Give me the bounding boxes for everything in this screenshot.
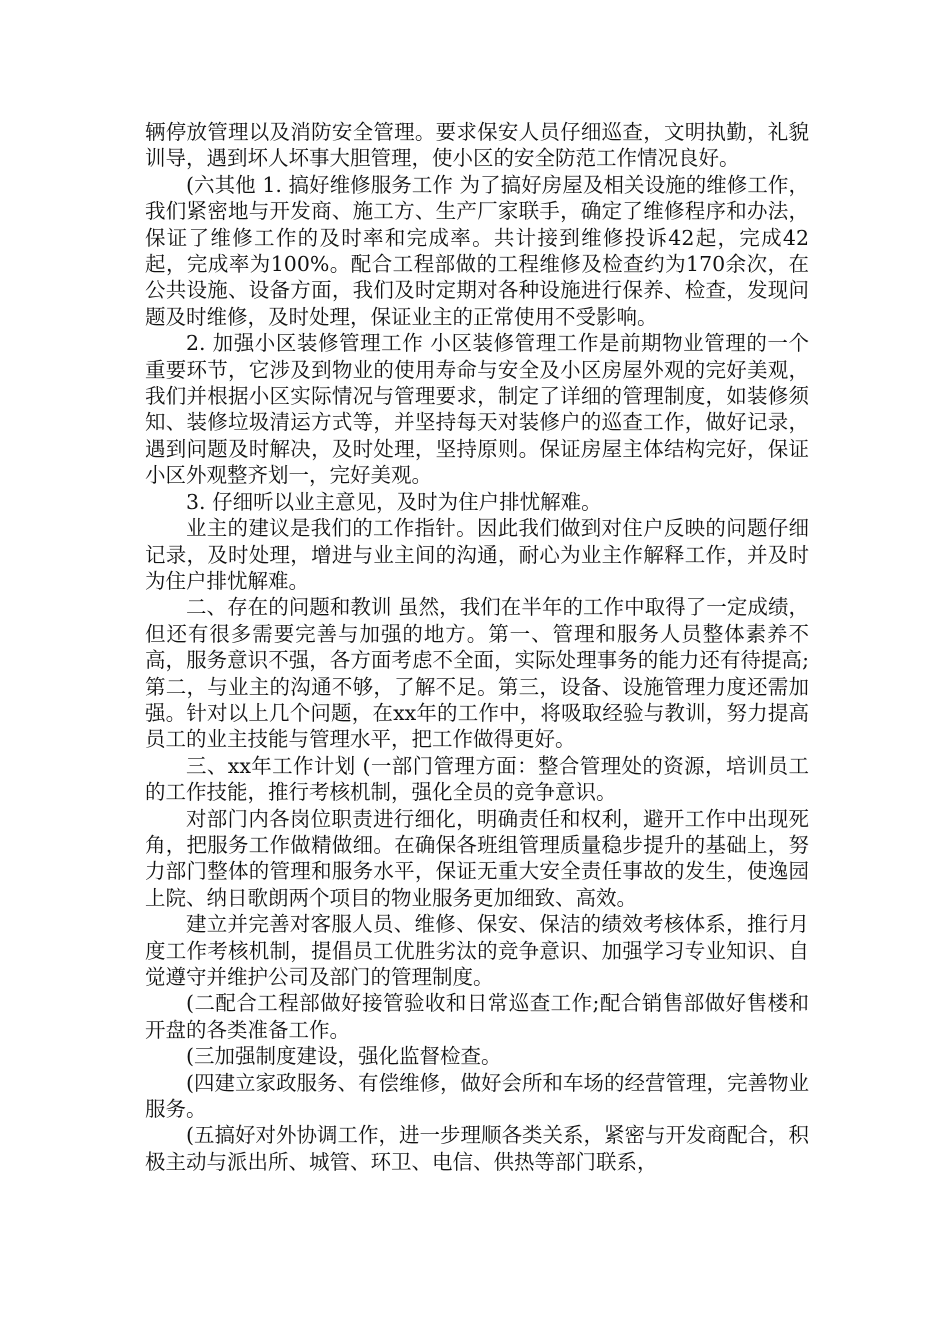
paragraph-performance-assessment: 建立并完善对客服人员、维修、保安、保洁的绩效考核体系，推行月度工作考核机制，提倡员工优胜劣汰的竞争意识、加强学习专业知识、自觉遵守并维护公司及部门的管理制度。 [145,912,809,989]
paragraph-owner-suggestions: 业主的建议是我们的工作指针。因此我们做到对住户反映的问题仔细记录，及时处理，增进与业主间的沟通，耐心为业主作解释工作，并及时为住户排忧解难。 [145,516,809,593]
paragraph-problems-lessons: 二、存在的问题和教训 虽然，我们在半年的工作中取得了一定成绩，但还有很多需要完善与加强的地方。第一、管理和服务人员整体素养不高，服务意识不强，各方面考虑不全面，实际处理事务的能力还有待提高;第二，与业主的沟通不够，了解不足。第三，设备、设施管理力度还需加强。针对以上几个问题，在xx年的工作中，将吸取经验与教训，努力提高员工的业主技能与管理水平，把工作做得更好。 [145,595,809,752]
document-body [145,119,809,1175]
paragraph-plan-item-3: (三加强制度建设，强化监督检查。 [186,1044,502,1069]
paragraph-owner-opinions: 3. 仔细听以业主意见，及时为住户排忧解难。 [186,489,602,514]
paragraph-work-plan: 三、xx年工作计划 (一部门管理方面：整合管理处的资源，培训员工的工作技能，推行考核机制，强化全员的竞争意识。 [145,753,809,805]
paragraph-plan-item-4: (四建立家政服务、有偿维修，做好会所和车场的经营管理，完善物业服务。 [145,1070,809,1122]
paragraph-security-continued: 辆停放管理以及消防安全管理。要求保安人员仔细巡查，文明执勤，礼貌训导，遇到坏人坏事大胆管理，使小区的安全防范工作情况良好。 [145,120,809,171]
paragraph-plan-item-5: (五搞好对外协调工作，进一步理顺各类关系，紧密与开发商配合，积极主动与派出所、城管、环卫、电信、供热等部门联系， [145,1123,809,1174]
paragraph-decoration-management: 2. 加强小区装修管理工作 小区装修管理工作是前期物业管理的一个重要环节，它涉及到物业的使用寿命与安全及小区房屋外观的完好美观，我们并根据小区实际情况与管理要求，制定了详细的管理制度，如装修须知、装修垃圾清运方式等，并坚持每天对装修户的巡查工作，做好记录，遇到问题及时解决，及时处理，坚持原则。保证房屋主体结构完好，保证小区外观整齐划一，完好美观。 [145,331,809,488]
paragraph-plan-item-2: (二配合工程部做好接管验收和日常巡查工作;配合销售部做好售楼和开盘的各类准备工作。 [145,991,809,1042]
paragraph-maintenance-service: (六其他 1. 搞好维修服务工作 为了搞好房屋及相关设施的维修工作，我们紧密地与开发商、施工方、生产厂家联手，确定了维修程序和办法，保证了维修工作的及时率和完成率。共计接到维修投诉42起，完成42起，完成率为100%。配合工程部做的工程维修及检查约为170余次，在公共设施、设备方面，我们及时定期对各种设施进行保养、检查，发现问题及时维修，及时处理，保证业主的正常使用不受影响。 [145,172,809,329]
paragraph-department-duties: 对部门内各岗位职责进行细化，明确责任和权利，避开工作中出现死角，把服务工作做精做细。在确保各班组管理质量稳步提升的基础上，努力部门整体的管理和服务水平，保证无重大安全责任事故的发生，使逸园上院、纳日歌朗两个项目的物业服务更加细致、高效。 [145,806,809,910]
